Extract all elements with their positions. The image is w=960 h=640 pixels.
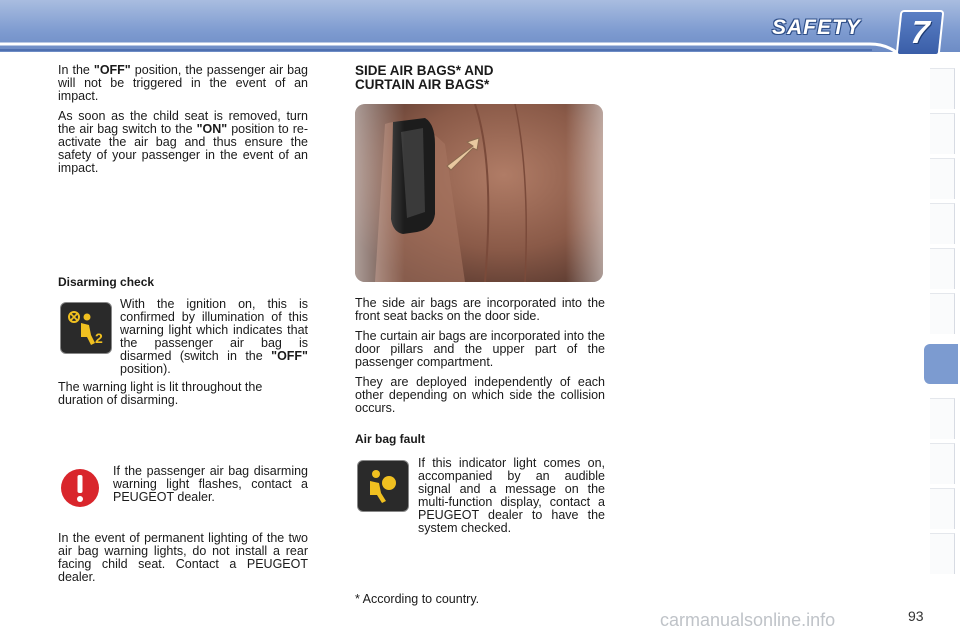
curtain-airbag-text: The curtain air bags are incorporated into the door pillars and the upper part of the passenger compartment. <box>355 329 605 369</box>
flashing-warning-text: If the passenger air bag disarming warning light flashes, contact a PEUGEOT dealer. <box>113 464 308 504</box>
chapter-tab[interactable] <box>930 248 955 289</box>
side-airbag-description <box>355 297 605 422</box>
airbag-fault-heading: Air bag fault <box>355 432 426 446</box>
deploy-text: They are deployed independently of each other depending on which side the collision occurs. <box>355 375 605 415</box>
chapter-tab[interactable] <box>930 443 955 484</box>
airbag-fault-text: If this indicator light comes on, accompanied by an audible signal and a message on the multi-function display, contact a PEUGEOT dealer to have the system checked. <box>418 456 605 535</box>
chapter-tab[interactable] <box>930 488 955 529</box>
permanent-lighting-text: In the event of permanent lighting of the two air bag warning lights, do not install a rear facing child seat. Contact a PEUGEOT dealer. <box>58 531 308 584</box>
chapter-tab[interactable] <box>930 203 955 244</box>
chapter-tab-active[interactable] <box>924 344 958 384</box>
chapter-tab[interactable] <box>930 68 955 109</box>
footnote: * According to country. <box>355 592 480 606</box>
exclamation-warning-icon <box>58 466 108 516</box>
airbag-off-warning-icon <box>60 302 112 354</box>
page-number: 93 <box>908 608 924 624</box>
off-position-paragraph: In the "OFF" position, the passenger air bag will not be triggered in the event of an impact. <box>58 63 309 103</box>
chapter-badge <box>896 10 945 56</box>
chapter-tab[interactable] <box>930 113 955 154</box>
watermark: carmanualsonline.info <box>660 610 836 630</box>
seat-photo <box>355 104 603 282</box>
section-title: SAFETY <box>772 16 861 39</box>
svg-text:2: 2 <box>95 330 103 346</box>
on-position-paragraph: As soon as the child seat is removed, turn the air bag switch to the "ON" position to re-activate the air bag and thus ensure the safety of your passenger in the event of an impact. <box>58 109 308 175</box>
header-swoosh <box>0 38 960 56</box>
intro-text <box>58 64 308 182</box>
side-airbag-text: The side air bags are incorporated into the front seat backs on the door side. <box>355 296 605 323</box>
side-airbags-heading: SIDE AIR BAGS* AND CURTAIN AIR BAGS* <box>355 63 494 92</box>
disarming-heading: Disarming check <box>58 275 155 289</box>
chapter-tab[interactable] <box>930 533 955 574</box>
airbag-fault-icon <box>357 460 409 512</box>
disarming-duration-text: The warning light is lit throughout the duration of disarming. <box>58 380 263 407</box>
chapter-number: 7 <box>909 14 931 50</box>
chapter-tab[interactable] <box>930 158 955 199</box>
chapter-tab[interactable] <box>930 293 955 334</box>
chapter-tabs <box>926 68 960 573</box>
chapter-tab[interactable] <box>930 398 955 439</box>
disarming-text: With the ignition on, this is confirmed by illumination of this warning light which indicates that the passenger air bag is disarmed (switch in the "OFF" position). <box>120 297 308 376</box>
